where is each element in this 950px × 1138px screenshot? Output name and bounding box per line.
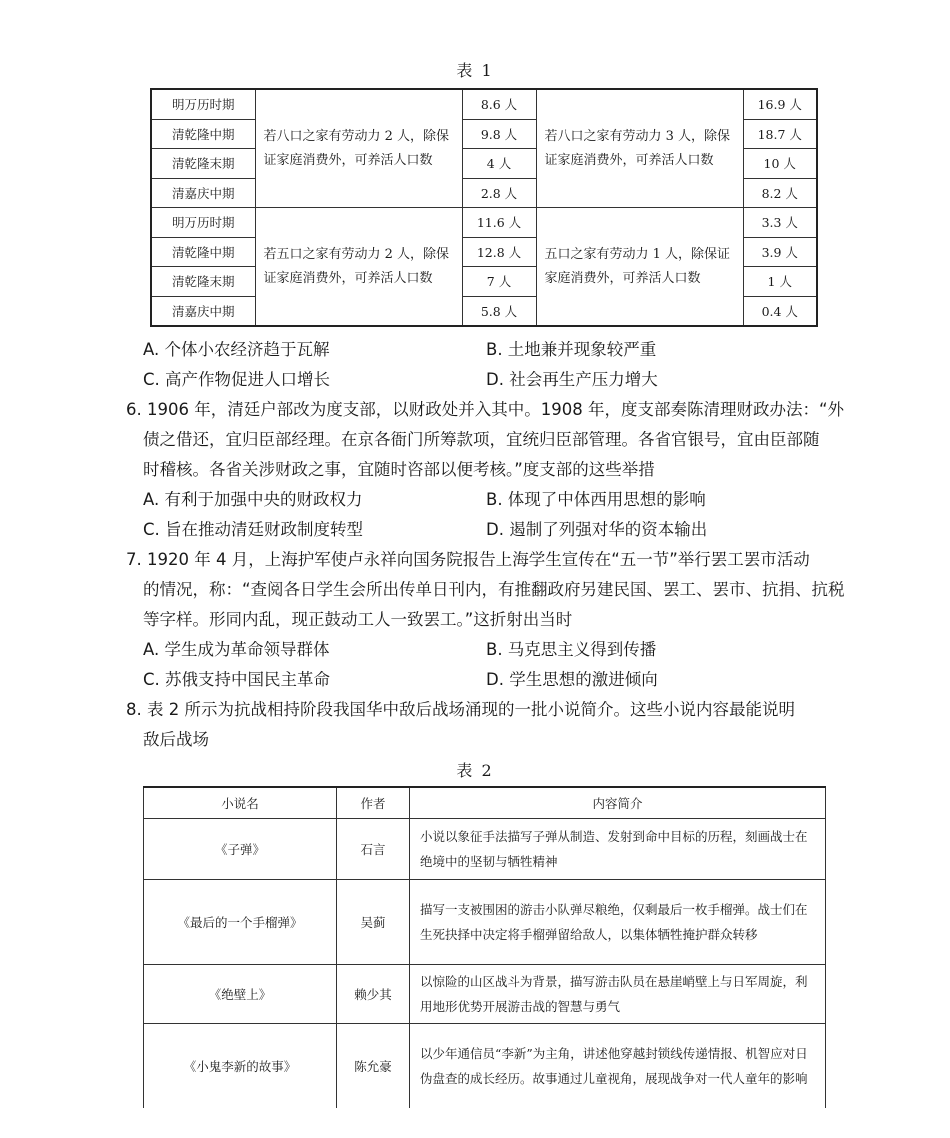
novel-summary: 小说以象征手法描写子弹从制造、发射到命中目标的历程，刻画战士在绝境中的坚韧与牺牲精神 <box>410 819 826 880</box>
value-cell: 8.2 人 <box>743 178 817 208</box>
desc-cell: 若八口之家有劳动力 2 人，除保证家庭消费外，可养活人口数 <box>255 89 462 208</box>
value-cell: 9.8 人 <box>462 119 536 149</box>
table1 <box>150 88 818 327</box>
period-cell: 清乾隆末期 <box>151 149 255 179</box>
table1-caption: 表 1 <box>456 61 494 80</box>
value-cell: 4 人 <box>462 149 536 179</box>
table-row <box>144 1024 826 1109</box>
q7-stem-line: 等字样。形同内乱，现正鼓动工人一致罢工。”这折射出当时 <box>143 610 573 629</box>
value-cell: 7 人 <box>462 267 536 297</box>
table-row <box>144 880 826 965</box>
novel-author: 石言 <box>337 819 410 880</box>
q6-option-a[interactable]: A. 有利于加强中央的财政权力 <box>143 490 363 509</box>
table2 <box>143 786 826 1108</box>
novel-summary: 以少年通信员“李新”为主角，讲述他穿越封锁线传递情报、机智应对日伪盘查的成长经历。故事通过儿童视角，展现战争对一代人童年的影响 <box>410 1024 826 1109</box>
novel-summary: 以惊险的山区战斗为背景，描写游击队员在悬崖峭壁上与日军周旋，利用地形优势开展游击战的智慧与勇气 <box>410 965 826 1024</box>
period-cell: 清嘉庆中期 <box>151 178 255 208</box>
q6-option-c[interactable]: C. 旨在推动清廷财政制度转型 <box>143 520 364 539</box>
value-cell: 16.9 人 <box>743 89 817 119</box>
value-cell: 18.7 人 <box>743 119 817 149</box>
table-row <box>144 965 826 1024</box>
period-cell: 清乾隆中期 <box>151 237 255 267</box>
q6-option-d[interactable]: D. 遏制了列强对华的资本输出 <box>486 520 708 539</box>
q6-stem-line: 6. 1906 年，清廷户部改为度支部，以财政处并入其中。1908 年，度支部奏陈清理财政办法：“外 <box>126 400 845 419</box>
novel-summary: 描写一支被围困的游击小队弹尽粮绝，仅剩最后一枚手榴弹。战士们在生死抉择中决定将手榴弹留给敌人，以集体牺牲掩护群众转移 <box>410 880 826 965</box>
value-cell: 12.8 人 <box>462 237 536 267</box>
q5-option-c[interactable]: C. 高产作物促进人口增长 <box>143 370 331 389</box>
novel-author: 陈允豪 <box>337 1024 410 1109</box>
novel-title: 《绝壁上》 <box>144 965 337 1024</box>
q6-option-b[interactable]: B. 体现了中体西用思想的影响 <box>486 490 706 509</box>
q7-stem-line: 7. 1920 年 4 月，上海护军使卢永祥向国务院报告上海学生宣传在“五一节”举行罢工罢市活动 <box>126 550 810 569</box>
novel-title: 《子弹》 <box>144 819 337 880</box>
value-cell: 11.6 人 <box>462 208 536 238</box>
q6-stem-line: 时稽核。各省关涉财政之事，宜随时咨部以便考核。”度支部的这些举措 <box>143 460 655 479</box>
q5-option-b[interactable]: B. 土地兼并现象较严重 <box>486 340 657 359</box>
q7-option-d[interactable]: D. 学生思想的激进倾向 <box>486 670 658 689</box>
desc-cell: 五口之家有劳动力 1 人，除保证家庭消费外，可养活人口数 <box>536 208 743 327</box>
novel-author: 吴蓟 <box>337 880 410 965</box>
q6-stem-line: 债之借还，宜归臣部经理。在京各衙门所筹款项，宜统归臣部管理。各省官银号，宜由臣部随 <box>143 430 820 449</box>
value-cell: 3.3 人 <box>743 208 817 238</box>
table2-caption: 表 2 <box>456 761 494 780</box>
table2-header: 作者 <box>337 787 410 819</box>
value-cell: 2.8 人 <box>462 178 536 208</box>
q7-stem-line: 的情况，称：“查阅各日学生会所出传单日刊内，有推翻政府另建民国、罢工、罢市、抗捐、抗税 <box>143 580 845 599</box>
desc-cell: 若五口之家有劳动力 2 人，除保证家庭消费外，可养活人口数 <box>255 208 462 327</box>
q8-stem-line: 8. 表 2 所示为抗战相持阶段我国华中敌后战场涌现的一批小说简介。这些小说内容最能说明 <box>126 700 795 719</box>
table-row <box>144 819 826 880</box>
novel-title: 《小鬼李新的故事》 <box>144 1024 337 1109</box>
value-cell: 5.8 人 <box>462 296 536 326</box>
novel-author: 赖少其 <box>337 965 410 1024</box>
table2-header: 小说名 <box>144 787 337 819</box>
table2-header: 内容简介 <box>410 787 826 819</box>
q7-option-c[interactable]: C. 苏俄支持中国民主革命 <box>143 670 331 689</box>
period-cell: 清嘉庆中期 <box>151 296 255 326</box>
value-cell: 10 人 <box>743 149 817 179</box>
desc-cell: 若八口之家有劳动力 3 人，除保证家庭消费外，可养活人口数 <box>536 89 743 208</box>
value-cell: 1 人 <box>743 267 817 297</box>
period-cell: 清乾隆末期 <box>151 267 255 297</box>
q8-stem-line: 敌后战场 <box>143 730 209 749</box>
novel-title: 《最后的一个手榴弹》 <box>144 880 337 965</box>
period-cell: 清乾隆中期 <box>151 119 255 149</box>
period-cell: 明万历时期 <box>151 89 255 119</box>
q5-option-a[interactable]: A. 个体小农经济趋于瓦解 <box>143 340 330 359</box>
q7-option-b[interactable]: B. 马克思主义得到传播 <box>486 640 657 659</box>
q7-option-a[interactable]: A. 学生成为革命领导群体 <box>143 640 330 659</box>
period-cell: 明万历时期 <box>151 208 255 238</box>
value-cell: 8.6 人 <box>462 89 536 119</box>
value-cell: 3.9 人 <box>743 237 817 267</box>
q5-option-d[interactable]: D. 社会再生产压力增大 <box>486 370 658 389</box>
value-cell: 0.4 人 <box>743 296 817 326</box>
